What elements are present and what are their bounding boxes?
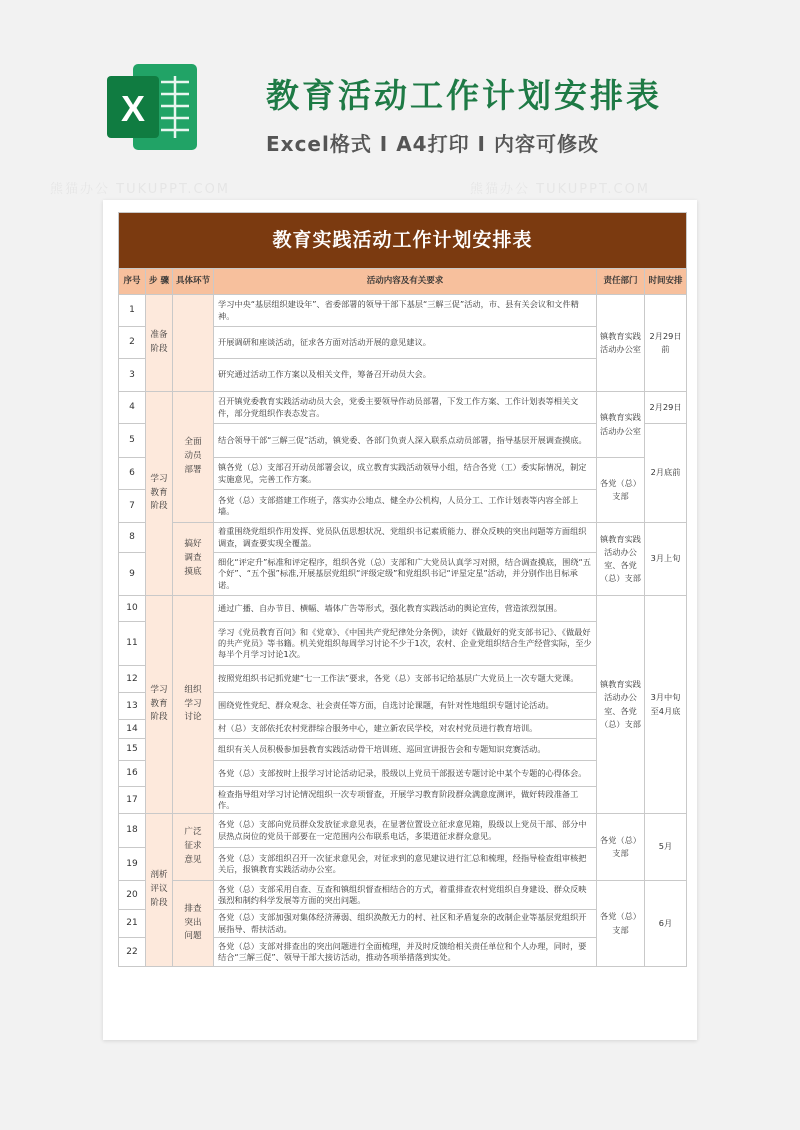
- page-subtitle: Excel格式 Ⅰ A4打印 Ⅰ 内容可修改: [266, 132, 599, 156]
- responsible-dept: 各党（总）支部: [597, 458, 645, 523]
- row-number: 9: [119, 553, 146, 596]
- responsible-dept: 镇教育实践活动办公室: [597, 392, 645, 458]
- row-number: 1: [119, 295, 146, 327]
- responsible-dept: 各党（总）支部: [597, 814, 645, 881]
- step-label: 学习教育阶段: [150, 473, 168, 512]
- time-schedule: 5月: [645, 814, 687, 881]
- table-row: [119, 523, 687, 553]
- row-number: 16: [119, 761, 146, 787]
- activity-content: 各党（总）支部组织召开一次征求意见会，对征求到的意见建议进行汇总和梳理，经指导检查组审核把关后，报镇教育实践活动办公室。: [214, 848, 597, 881]
- sub-step-label: 广泛征求意见: [184, 827, 202, 865]
- table-row: [119, 295, 687, 327]
- sub-step-label: 搞好调查摸底: [184, 539, 202, 577]
- activity-content: 围绕党性党纪、群众观念、社会责任等方面，自选讨论课题，有针对性地组织专题讨论活动。: [214, 693, 597, 720]
- row-number: 18: [119, 814, 146, 848]
- step-cell: [146, 392, 173, 596]
- activity-content: 组织有关人员积极参加县教育实践活动骨干培训班、巡回宣讲报告会和专题知识竞赛活动。: [214, 739, 597, 761]
- activity-content: 村（总）支部依托农村党群综合服务中心，建立新农民学校，对农村党员进行教育培训。: [214, 720, 597, 739]
- excel-logo-icon: [103, 58, 201, 156]
- activity-content: 各党（总）支部向党员群众发放征求意见表，在显著位置设立征求意见箱，股级以上党员干部、部分中层热点岗位的党员干部要在一定范围内公布联系电话，多渠道征求群众意见。: [214, 814, 597, 848]
- row-number: 8: [119, 523, 146, 553]
- table-row: [119, 392, 687, 424]
- responsible-dept: 各党（总）支部: [597, 881, 645, 967]
- step-cell: [146, 814, 173, 967]
- step-cell: [146, 596, 173, 814]
- column-header: 时间安排: [645, 269, 687, 295]
- activity-content: 按照党组织书记抓党建“七一工作法”要求，各党（总）支部书记给基层广大党员上一次专题大党课。: [214, 666, 597, 693]
- column-header: 具体环节: [173, 269, 214, 295]
- row-number: 10: [119, 596, 146, 622]
- row-number: 5: [119, 424, 146, 458]
- sub-step-cell: [173, 392, 214, 523]
- responsible-dept: 镇教育实践活动办公室、各党（总）支部: [597, 523, 645, 596]
- activity-content: 召开镇党委教育实践活动动员大会，党委主要领导作动员部署，下发工作方案、工作计划表等相关文件，部分党组织作表态发言。: [214, 392, 597, 424]
- activity-content: 结合领导干部“三解三促”活动，镇党委、各部门负责人深入联系点动员部署，指导基层开展调查摸底。: [214, 424, 597, 458]
- column-header: 责任部门: [597, 269, 645, 295]
- plan-table: [118, 212, 687, 967]
- row-number: 2: [119, 327, 146, 359]
- time-schedule: 3月中旬至4月底: [645, 596, 687, 814]
- table-row: [119, 596, 687, 622]
- row-number: 14: [119, 720, 146, 739]
- row-number: 20: [119, 881, 146, 910]
- step-label: 准备阶段: [150, 330, 168, 354]
- time-schedule: 2月29日: [645, 392, 687, 424]
- step-cell: [146, 295, 173, 392]
- activity-content: 细化“评定升”标准和评定程序，组织各党（总）支部和广大党员认真学习对照，结合调查摸底，围绕“五个好”、“五个强”标准,开展基层党组织“评级定级”和党组织书记“评星定星”活动，并分别作出目标承诺。: [214, 553, 597, 596]
- time-schedule: 2月29日前: [645, 295, 687, 392]
- sub-step-cell: [173, 881, 214, 967]
- time-schedule: 2月底前: [645, 424, 687, 523]
- activity-content: 开展调研和座谈活动，征求各方面对活动开展的意见建议。: [214, 327, 597, 359]
- activity-content: 各党（总）支部搭建工作班子，落实办公地点、健全办公机构，人员分工、工作计划表等内容全部上墙。: [214, 490, 597, 523]
- step-label: 学习教育阶段: [150, 684, 168, 723]
- sheet-title: 教育实践活动工作计划安排表: [119, 213, 687, 269]
- responsible-dept: 镇教育实践活动办公室: [597, 295, 645, 392]
- sub-step-label: 排查突出问题: [184, 903, 202, 942]
- time-schedule: 3月上旬: [645, 523, 687, 596]
- time-schedule: 6月: [645, 881, 687, 967]
- watermark: 熊猫办公 TUKUPPT.COM: [50, 182, 231, 197]
- row-number: 4: [119, 392, 146, 424]
- row-number: 7: [119, 490, 146, 523]
- activity-content: 各党（总）支部加强对集体经济薄弱、组织涣散无力的村、社区和矛盾复杂的改制企业等基层党组织开展指导、帮扶活动。: [214, 910, 597, 938]
- logo-letter: X: [120, 88, 146, 129]
- sub-step-cell: [173, 814, 214, 881]
- activity-content: 镇各党（总）支部召开动员部署会议，成立教育实践活动领导小组，结合各党（工）委实际情况，制定实施意见，完善工作方案。: [214, 458, 597, 490]
- activity-content: 学习《党员教育百问》和《党章》、《中国共产党纪律处分条例》，读好《做最好的党支部书记》、《做最好的共产党员》等书籍。机关党组织每周学习讨论不少于1次，农村、企业党组织结合生产经营实际，至少每半个月学习讨论1次。: [214, 622, 597, 666]
- watermark: 熊猫办公 TUKUPPT.COM: [470, 182, 651, 197]
- sub-step-label: 全面动员部署: [184, 437, 202, 475]
- table-row: [119, 881, 687, 910]
- row-number: 21: [119, 910, 146, 938]
- row-number: 11: [119, 622, 146, 666]
- sub-step-cell: [173, 523, 214, 596]
- activity-content: 各党（总）支部按时上报学习讨论活动记录，股级以上党员干部报送专题讨论中某个专题的心得体会。: [214, 761, 597, 787]
- step-label: 剖析评议阶段: [150, 870, 168, 908]
- column-header: 步 骤: [146, 269, 173, 295]
- row-number: 19: [119, 848, 146, 881]
- activity-content: 学习中央“基层组织建设年”、省委部署的领导干部下基层“三解三促”活动，市、县有关会议和文件精神。: [214, 295, 597, 327]
- row-number: 17: [119, 787, 146, 814]
- activity-content: 研究通过活动工作方案以及相关文件，筹备召开动员大会。: [214, 359, 597, 392]
- table-row: [119, 814, 687, 848]
- activity-content: 着重围绕党组织作用发挥、党员队伍思想状况、党组织书记素质能力、群众反映的突出问题等方面组织调查，调查要实现全覆盖。: [214, 523, 597, 553]
- activity-content: 通过广播、自办节目、横幅、墙体广告等形式，强化教育实践活动的舆论宣传，营造浓烈氛围。: [214, 596, 597, 622]
- sub-step-cell: [173, 596, 214, 814]
- row-number: 6: [119, 458, 146, 490]
- activity-content: 检查指导组对学习讨论情况组织一次专项督查，开展学习教育阶段群众满意度测评，做好转段准备工作。: [214, 787, 597, 814]
- activity-content: 各党（总）支部采用自查、互查和镇组织督查相结合的方式，着重排查农村党组织自身建设、群众反映强烈和制约科学发展等方面的突出问题。: [214, 881, 597, 910]
- sub-step-label: 组织学习讨论: [184, 684, 202, 723]
- activity-content: 各党（总）支部对排查出的突出问题进行全面梳理，并及时反馈给相关责任单位和个人办理，同时，要结合“三解三促”、领导干部大接访活动，推动各项举措落到实处。: [214, 938, 597, 967]
- row-number: 22: [119, 938, 146, 967]
- responsible-dept: 镇教育实践活动办公室、各党（总）支部: [597, 596, 645, 814]
- sub-step-cell: [173, 295, 214, 392]
- row-number: 15: [119, 739, 146, 761]
- row-number: 12: [119, 666, 146, 693]
- column-header: 序号: [119, 269, 146, 295]
- column-header: 活动内容及有关要求: [214, 269, 597, 295]
- sheet-card: [103, 200, 697, 1040]
- page-title: 教育活动工作计划安排表: [266, 76, 662, 115]
- row-number: 3: [119, 359, 146, 392]
- row-number: 13: [119, 693, 146, 720]
